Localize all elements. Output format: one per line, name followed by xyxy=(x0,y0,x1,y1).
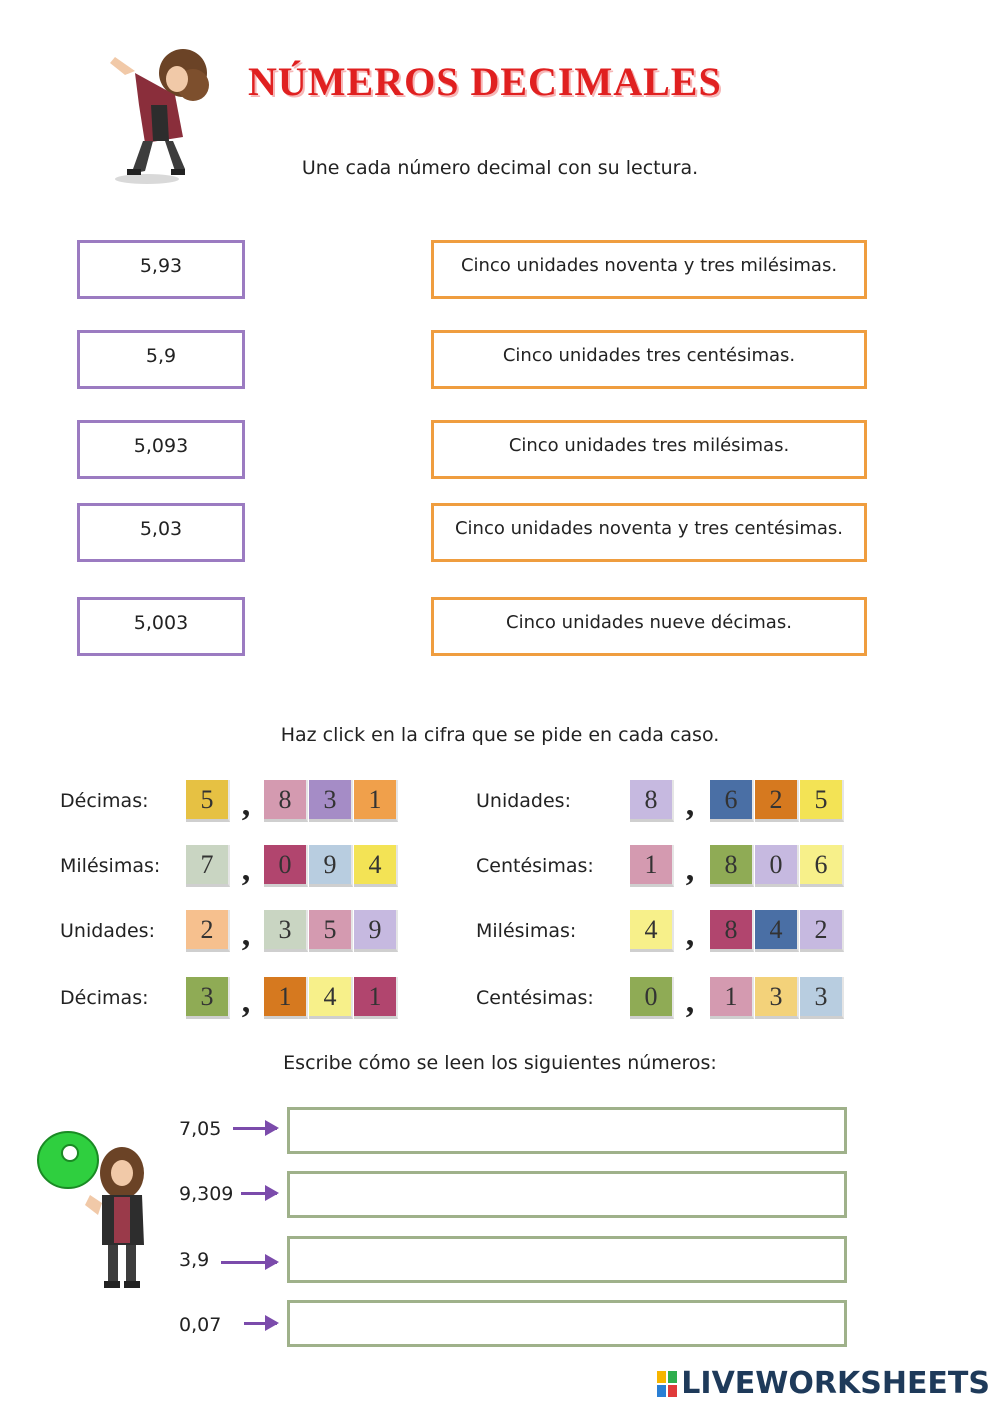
digit-cell-decimal[interactable]: 4 xyxy=(309,977,353,1019)
answer-input[interactable] xyxy=(287,1171,847,1218)
decimal-comma: , xyxy=(685,786,695,823)
digit-cell-decimal[interactable]: 1 xyxy=(354,977,398,1019)
digit-cell-decimal[interactable]: 1 xyxy=(710,977,754,1019)
digit-cell-decimal[interactable]: 6 xyxy=(800,845,844,887)
digit-cell-decimal[interactable]: 8 xyxy=(710,845,754,887)
number-card[interactable]: 5,03 xyxy=(77,503,245,562)
digit-cell-whole[interactable]: 0 xyxy=(630,977,674,1019)
reading-card[interactable]: Cinco unidades noventa y tres centésimas. xyxy=(431,503,867,562)
digit-cell-whole[interactable]: 5 xyxy=(186,780,230,822)
answer-input[interactable] xyxy=(287,1236,847,1283)
digit-cell-decimal[interactable]: 5 xyxy=(309,910,353,952)
arrow-right-icon xyxy=(244,1322,277,1325)
number-label: 0,07 xyxy=(179,1314,222,1336)
decimal-comma: , xyxy=(685,851,695,888)
page-title: NÚMEROS DECIMALES xyxy=(248,59,722,104)
place-value-label: Décimas: xyxy=(60,790,149,812)
digit-cell-whole[interactable]: 8 xyxy=(630,780,674,822)
digit-cell-whole[interactable]: 3 xyxy=(186,977,230,1019)
answer-input[interactable] xyxy=(287,1107,847,1154)
place-value-label: Centésimas: xyxy=(476,987,594,1009)
number-card[interactable]: 5,003 xyxy=(77,597,245,656)
digit-cell-decimal[interactable]: 1 xyxy=(264,977,308,1019)
reading-card[interactable]: Cinco unidades tres milésimas. xyxy=(431,420,867,479)
digit-cell-decimal[interactable]: 2 xyxy=(800,910,844,952)
answer-input[interactable] xyxy=(287,1300,847,1347)
decimal-comma: , xyxy=(685,916,695,953)
digit-cell-decimal[interactable]: 3 xyxy=(755,977,799,1019)
digit-cell-decimal[interactable]: 0 xyxy=(264,845,308,887)
number-card[interactable]: 5,93 xyxy=(77,240,245,299)
digit-cell-decimal[interactable]: 3 xyxy=(309,780,353,822)
place-value-label: Milésimas: xyxy=(476,920,577,942)
reading-card[interactable]: Cinco unidades tres centésimas. xyxy=(431,330,867,389)
digit-cell-decimal[interactable]: 5 xyxy=(800,780,844,822)
reading-card[interactable]: Cinco unidades nueve décimas. xyxy=(431,597,867,656)
number-label: 7,05 xyxy=(179,1118,222,1140)
thumbs-up-girl-avatar-icon xyxy=(30,1125,155,1295)
number-label: 3,9 xyxy=(179,1249,210,1271)
brand-text: LIVEWORKSHEETS xyxy=(681,1366,990,1401)
digit-cell-decimal[interactable]: 3 xyxy=(800,977,844,1019)
digit-cell-decimal[interactable]: 1 xyxy=(354,780,398,822)
decimal-comma: , xyxy=(241,983,251,1020)
digit-cell-decimal[interactable]: 9 xyxy=(354,910,398,952)
write-instruction: Escribe cómo se leen los siguientes números: xyxy=(283,1052,717,1074)
matching-instruction: Une cada número decimal con su lectura. xyxy=(301,157,699,179)
digit-cell-decimal[interactable]: 6 xyxy=(710,780,754,822)
decimal-comma: , xyxy=(685,983,695,1020)
click-digit-instruction: Haz click en la cifra que se pide en cada caso. xyxy=(280,724,720,746)
digit-cell-decimal[interactable]: 2 xyxy=(755,780,799,822)
digit-cell-decimal[interactable]: 4 xyxy=(354,845,398,887)
number-label: 9,309 xyxy=(179,1183,234,1205)
digit-cell-decimal[interactable]: 8 xyxy=(264,780,308,822)
place-value-label: Décimas: xyxy=(60,987,149,1009)
digit-cell-whole[interactable]: 1 xyxy=(630,845,674,887)
digit-cell-decimal[interactable]: 4 xyxy=(755,910,799,952)
digit-cell-decimal[interactable]: 9 xyxy=(309,845,353,887)
digit-cell-whole[interactable]: 2 xyxy=(186,910,230,952)
arrow-right-icon xyxy=(233,1127,277,1130)
place-value-label: Milésimas: xyxy=(60,855,161,877)
arrow-right-icon xyxy=(221,1261,277,1264)
digit-cell-whole[interactable]: 4 xyxy=(630,910,674,952)
decimal-comma: , xyxy=(241,916,251,953)
number-card[interactable]: 5,9 xyxy=(77,330,245,389)
liveworksheets-mark-icon xyxy=(657,1371,677,1397)
arrow-right-icon xyxy=(241,1192,277,1195)
number-card[interactable]: 5,093 xyxy=(77,420,245,479)
decimal-comma: , xyxy=(241,851,251,888)
reading-card[interactable]: Cinco unidades noventa y tres milésimas. xyxy=(431,240,867,299)
decimal-comma: , xyxy=(241,786,251,823)
place-value-label: Unidades: xyxy=(476,790,571,812)
digit-cell-decimal[interactable]: 3 xyxy=(264,910,308,952)
place-value-label: Unidades: xyxy=(60,920,155,942)
digit-cell-decimal[interactable]: 0 xyxy=(755,845,799,887)
digit-cell-whole[interactable]: 7 xyxy=(186,845,230,887)
place-value-label: Centésimas: xyxy=(476,855,594,877)
digit-cell-decimal[interactable]: 8 xyxy=(710,910,754,952)
liveworksheets-logo xyxy=(657,1366,990,1401)
